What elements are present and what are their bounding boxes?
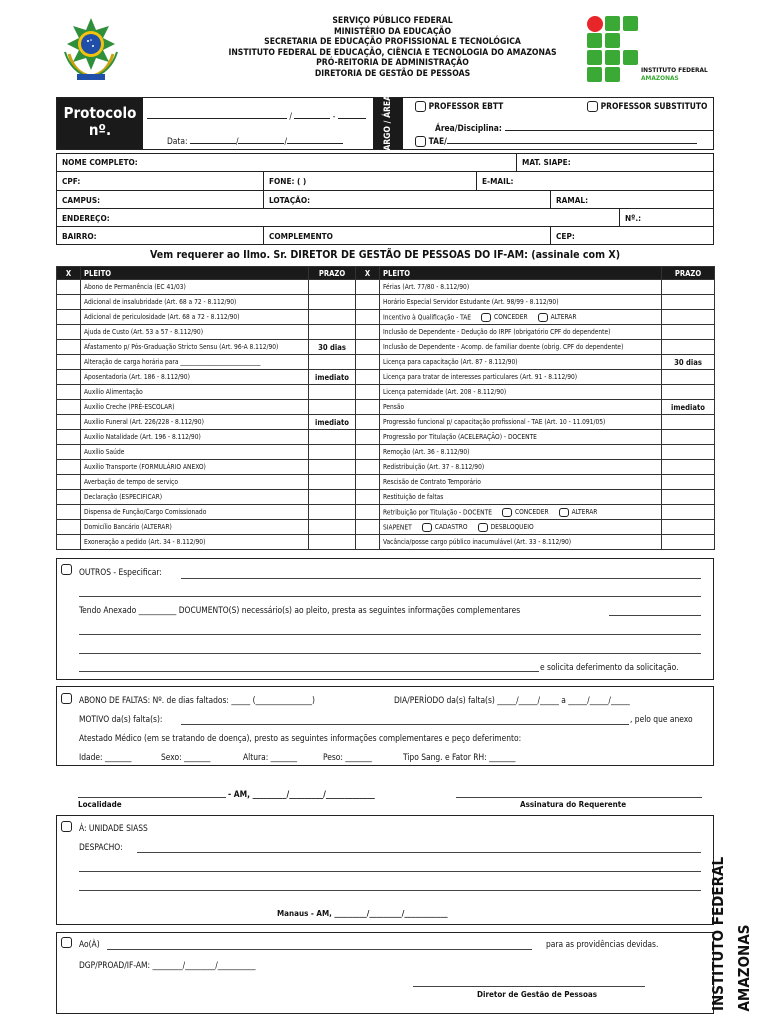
am-date-field[interactable]: - AM, _________/_________/_____________ bbox=[228, 789, 375, 799]
prazo-cell bbox=[309, 295, 356, 310]
prazo-cell bbox=[309, 310, 356, 325]
option-checkbox[interactable] bbox=[422, 523, 432, 532]
row-cpf bbox=[56, 172, 714, 191]
pleito-text: Restituição de faltas bbox=[383, 493, 444, 501]
ao-label: Ao(À) bbox=[79, 939, 100, 949]
tae-label: TAE/ bbox=[428, 136, 447, 146]
pleito-cell: Auxílio Natalidade (Art. 196 - 8.112/90) bbox=[81, 430, 309, 445]
pleito-text: Redistribuição (Art. 37 - 8.112/90) bbox=[383, 463, 485, 471]
prazo-cell bbox=[309, 535, 356, 550]
header-x: X bbox=[57, 267, 81, 280]
mark-x-cell[interactable] bbox=[356, 385, 380, 400]
table-row bbox=[57, 490, 715, 505]
assinatura-line[interactable] bbox=[456, 797, 702, 798]
pleito-cell bbox=[380, 280, 662, 295]
atestado-text: Atestado Médico (em se tratando de doença), presto as seguintes informações complementares e peço deferimento: bbox=[79, 733, 522, 743]
pleito-cell bbox=[380, 415, 662, 430]
option-checkbox[interactable] bbox=[478, 523, 488, 532]
side-vertical-text bbox=[705, 858, 765, 1010]
option-label: CADASTRO bbox=[434, 523, 468, 531]
complemento-field[interactable]: COMPLEMENTO bbox=[269, 231, 333, 241]
pleito-cell bbox=[380, 505, 662, 520]
localidade-label: Localidade bbox=[78, 800, 122, 809]
option-label: ALTERAR bbox=[571, 508, 598, 516]
pleito-text: Horário Especial Servidor Estudante (Art. 98/99 - 8.112/90) bbox=[383, 298, 559, 306]
pleito-cell bbox=[380, 310, 662, 325]
table-row bbox=[57, 355, 715, 370]
protocolo-number-label: nº. bbox=[88, 121, 112, 139]
manaus-date-field[interactable]: Manaus - AM, _________/_________/____________ bbox=[277, 909, 448, 918]
protocolo-cargo-block bbox=[56, 91, 714, 157]
prazo-cell bbox=[662, 460, 715, 475]
mark-x-cell[interactable] bbox=[356, 310, 380, 325]
mark-x-cell[interactable] bbox=[57, 535, 81, 550]
prazo-cell bbox=[309, 475, 356, 490]
peso-field[interactable]: Peso: _______ bbox=[323, 752, 372, 762]
mark-x-cell[interactable] bbox=[356, 340, 380, 355]
pleito-text: Férias (Art. 77/80 - 8.112/90) bbox=[383, 283, 470, 291]
nome-field[interactable]: NOME COMPLETO: bbox=[62, 157, 138, 167]
option-tae[interactable] bbox=[415, 135, 697, 147]
prazo-cell bbox=[309, 355, 356, 370]
siass-label: À: UNIDADE SIASS bbox=[79, 823, 148, 833]
option-checkbox[interactable] bbox=[481, 313, 491, 322]
campus-field[interactable]: CAMPUS: bbox=[62, 195, 101, 205]
mark-x-cell[interactable] bbox=[356, 400, 380, 415]
side-line-1: INSTITUTO FEDERAL bbox=[709, 856, 727, 1012]
prazo-cell bbox=[662, 280, 715, 295]
prazo-cell bbox=[662, 325, 715, 340]
pleito-text: Licença para tratar de interesses particulares (Art. 91 - 8.112/90) bbox=[383, 373, 578, 381]
pleito-text: Progressão funcional p/ capacitação profissional - TAE (Art. 10 - 11.091/05) bbox=[383, 418, 606, 426]
brasao-republica-logo bbox=[55, 14, 127, 84]
pleito-cell bbox=[380, 385, 662, 400]
mark-x-cell[interactable] bbox=[57, 490, 81, 505]
pleito-text: Licença para capacitação (Art. 87 - 8.112/90) bbox=[383, 358, 518, 366]
pleito-text: SIAPENET bbox=[383, 523, 412, 531]
pleito-cell bbox=[380, 325, 662, 340]
pleito-text: Vacância/posse cargo público inacumulável (Art. 33 - 8.112/90) bbox=[383, 538, 572, 546]
pleito-cell: Aposentadoria (Art. 186 - 8.112/90) bbox=[81, 370, 309, 385]
table-header-row bbox=[57, 267, 715, 280]
motivo-label: MOTIVO da(s) falta(s): bbox=[79, 714, 163, 724]
prazo-cell: 30 dias bbox=[309, 340, 356, 355]
despacho-input-line[interactable] bbox=[79, 871, 701, 872]
prazo-cell: imediato bbox=[309, 415, 356, 430]
pleito-cell: Auxílio Transporte (FORMULÁRIO ANEXO) bbox=[81, 460, 309, 475]
pleito-cell: Auxílio Funeral (Art. 226/228 - 8.112/90) bbox=[81, 415, 309, 430]
outros-checkbox[interactable] bbox=[61, 564, 72, 575]
cargo-vertical-box bbox=[373, 91, 403, 157]
header-line: DIRETORIA DE GESTÃO DE PESSOAS bbox=[314, 68, 471, 79]
option-checkbox[interactable] bbox=[502, 508, 512, 517]
header-title-block bbox=[150, 16, 635, 80]
pleito-cell bbox=[380, 430, 662, 445]
option-label: CONCEDER bbox=[515, 508, 549, 516]
cargo-label: CARGO / ÁREA: bbox=[383, 91, 393, 157]
prazo-cell bbox=[662, 475, 715, 490]
table-row bbox=[57, 475, 715, 490]
prazo-cell bbox=[309, 430, 356, 445]
email-field[interactable]: E-MAIL: bbox=[482, 176, 514, 186]
pleito-cell bbox=[380, 355, 662, 370]
prazo-cell bbox=[309, 520, 356, 535]
side-line-2: AMAZONAS bbox=[735, 924, 753, 1012]
prazo-cell bbox=[309, 385, 356, 400]
pleito-text: Retribuição por Titulação - DOCENTE bbox=[383, 508, 492, 516]
siass-checkbox[interactable] bbox=[61, 821, 72, 832]
pleito-cell: Dispensa de Função/Cargo Comissionado bbox=[81, 505, 309, 520]
mark-x-cell[interactable] bbox=[57, 475, 81, 490]
table-row bbox=[57, 520, 715, 535]
pelo-que-anexo: , pelo que anexo bbox=[630, 714, 693, 724]
header-line: MINISTÉRIO DA EDUCAÇÃO bbox=[333, 26, 452, 37]
logo-sub: AMAZONAS bbox=[641, 74, 679, 82]
prazo-cell bbox=[662, 490, 715, 505]
prazo-cell bbox=[662, 340, 715, 355]
table-row bbox=[57, 505, 715, 520]
ramal-field[interactable]: RAMAL: bbox=[556, 195, 589, 205]
prazo-cell: 30 dias bbox=[662, 355, 715, 370]
table-row bbox=[57, 310, 715, 325]
tipo-sang-field[interactable]: Tipo Sang. e Fator RH: _______ bbox=[403, 752, 516, 762]
ao-checkbox[interactable] bbox=[61, 937, 72, 948]
row-campus bbox=[56, 191, 714, 209]
pleito-cell: Adicional de periculosidade (Art. 68 a 72 - 8.112/90) bbox=[81, 310, 309, 325]
pleito-text: Incentivo à Qualificação - TAE bbox=[383, 313, 472, 321]
pleito-cell bbox=[380, 490, 662, 505]
abono-checkbox[interactable] bbox=[61, 693, 72, 704]
pleito-cell bbox=[380, 520, 662, 535]
pleito-cell: Auxílio Alimentação bbox=[81, 385, 309, 400]
outros-label: OUTROS - Especificar: bbox=[79, 567, 162, 577]
info-input-line[interactable] bbox=[79, 634, 701, 635]
mark-x-cell[interactable] bbox=[356, 280, 380, 295]
mark-x-cell[interactable] bbox=[356, 430, 380, 445]
mark-x-cell[interactable] bbox=[57, 460, 81, 475]
area-label: Área/Disciplina: bbox=[435, 123, 502, 133]
prazo-cell: imediato bbox=[662, 400, 715, 415]
protocolo-date-field[interactable] bbox=[167, 135, 343, 146]
pleito-cell: Afastamento p/ Pós-Graduação Stricto Sensu (Art. 96-A 8.112/90) bbox=[81, 340, 309, 355]
mark-x-cell[interactable] bbox=[57, 385, 81, 400]
instituto-federal-logo bbox=[587, 16, 707, 86]
mark-x-cell[interactable] bbox=[57, 295, 81, 310]
pleito-cell bbox=[380, 370, 662, 385]
solicita-text: e solicita deferimento da solicitação. bbox=[540, 662, 679, 672]
dgp-date-field[interactable]: DGP/PROAD/IF-AM: ________/________/__________ bbox=[79, 960, 256, 970]
abono-section bbox=[56, 686, 714, 766]
table-row bbox=[57, 460, 715, 475]
header-prazo: PRAZO bbox=[309, 267, 356, 280]
pleito-cell: Domicílio Bancário (ALTERAR) bbox=[81, 520, 309, 535]
outros-section bbox=[56, 558, 714, 680]
ao-input-line[interactable] bbox=[107, 949, 532, 950]
pleito-cell bbox=[380, 535, 662, 550]
fone-field[interactable]: FONE: ( ) bbox=[269, 176, 307, 186]
providencias-text: para as providências devidas. bbox=[546, 939, 659, 949]
checkbox[interactable] bbox=[415, 136, 426, 147]
prazo-cell: imediato bbox=[309, 370, 356, 385]
outros-input-line[interactable] bbox=[181, 578, 701, 579]
header-line: PRÓ-REITORIA DE ADMINISTRAÇÃO bbox=[316, 58, 469, 69]
sep: / bbox=[235, 136, 239, 146]
prazo-cell bbox=[662, 370, 715, 385]
protocolo-label: Protocolo bbox=[63, 104, 137, 122]
mark-x-cell[interactable] bbox=[356, 505, 380, 520]
info-input-line[interactable] bbox=[79, 653, 701, 654]
mat-siape-field[interactable]: MAT. SIAPE: bbox=[522, 157, 571, 167]
sep: / bbox=[289, 111, 292, 121]
prazo-cell bbox=[662, 505, 715, 520]
mark-x-cell[interactable] bbox=[356, 355, 380, 370]
prazo-cell bbox=[662, 310, 715, 325]
idade-field[interactable]: Idade: _______ bbox=[79, 752, 132, 762]
mark-x-cell[interactable] bbox=[356, 460, 380, 475]
table-row bbox=[57, 280, 715, 295]
pleito-cell: Alteração de carga horária para ___________________________ bbox=[81, 355, 309, 370]
despacho-input-line[interactable] bbox=[137, 852, 701, 853]
sexo-field[interactable]: Sexo: _______ bbox=[161, 752, 211, 762]
header-line: INSTITUTO FEDERAL DE EDUCAÇÃO, CIÊNCIA E TECNOLOGIA DO AMAZONAS bbox=[228, 47, 557, 58]
motivo-input-line[interactable] bbox=[181, 724, 629, 725]
info-input-line[interactable] bbox=[79, 671, 539, 672]
cpf-field[interactable]: CPF: bbox=[62, 176, 81, 186]
pleito-cell bbox=[380, 475, 662, 490]
prazo-cell bbox=[309, 280, 356, 295]
ebtt-label: PROFESSOR EBTT bbox=[428, 101, 504, 111]
pleito-text: Inclusão de Dependente - Dedução do IRPF (obrigatório CPF do dependente) bbox=[383, 328, 611, 336]
header-line: SECRETARIA DE EDUCAÇÃO PROFISSIONAL E TECNOLÓGICA bbox=[264, 37, 521, 48]
abono-label: ABONO DE FALTAS: Nº. de dias faltados: _____ (_______________) bbox=[79, 695, 315, 705]
prazo-cell bbox=[662, 415, 715, 430]
mark-x-cell[interactable] bbox=[57, 415, 81, 430]
localidade-input-line[interactable] bbox=[78, 797, 226, 798]
row-nome bbox=[56, 153, 714, 172]
area-disciplina-field[interactable] bbox=[435, 122, 713, 133]
mark-x-cell[interactable] bbox=[356, 520, 380, 535]
option-checkbox[interactable] bbox=[559, 508, 569, 517]
numero-field[interactable]: Nº.: bbox=[625, 213, 642, 223]
pleito-cell bbox=[380, 295, 662, 310]
mark-x-cell[interactable] bbox=[57, 355, 81, 370]
pleito-cell: Auxílio Creche (PRÉ-ESCOLAR) bbox=[81, 400, 309, 415]
mark-x-cell[interactable] bbox=[356, 535, 380, 550]
pleito-cell: Auxílio Saúde bbox=[81, 445, 309, 460]
diretor-signature-line[interactable] bbox=[413, 986, 645, 987]
table-row bbox=[57, 535, 715, 550]
table-row bbox=[57, 430, 715, 445]
despacho-input-line[interactable] bbox=[79, 890, 701, 891]
mark-x-cell[interactable] bbox=[57, 400, 81, 415]
prazo-cell bbox=[309, 325, 356, 340]
prazo-cell bbox=[309, 505, 356, 520]
pleito-text: Pensão bbox=[383, 403, 405, 411]
header-pleito: PLEITO bbox=[81, 267, 309, 280]
periodo-text: DIA/PERÍODO da(s) falta(s) _____/_____/_____ a _____/_____/_____ bbox=[394, 695, 630, 705]
mark-x-cell[interactable] bbox=[356, 415, 380, 430]
endereco-field[interactable]: ENDEREÇO: bbox=[62, 213, 110, 223]
mark-x-cell[interactable] bbox=[57, 505, 81, 520]
mark-x-cell[interactable] bbox=[57, 340, 81, 355]
pleito-cell bbox=[380, 460, 662, 475]
option-label: ALTERAR bbox=[550, 313, 577, 321]
prazo-cell bbox=[662, 385, 715, 400]
table-row bbox=[57, 385, 715, 400]
mark-x-cell[interactable] bbox=[356, 370, 380, 385]
header-x: X bbox=[356, 267, 380, 280]
bairro-field[interactable]: BAIRRO: bbox=[62, 231, 97, 241]
mark-x-cell[interactable] bbox=[356, 325, 380, 340]
ao-section bbox=[56, 932, 714, 1014]
mark-x-cell[interactable] bbox=[57, 430, 81, 445]
table-row bbox=[57, 445, 715, 460]
pleito-cell: Ajuda de Custo (Art. 53 a 57 - 8.112/90) bbox=[81, 325, 309, 340]
mark-x-cell[interactable] bbox=[57, 280, 81, 295]
siass-section bbox=[56, 815, 714, 925]
pleito-table bbox=[56, 266, 715, 550]
option-ebtt[interactable] bbox=[415, 101, 503, 112]
sep: / bbox=[284, 136, 288, 146]
mark-x-cell[interactable] bbox=[356, 295, 380, 310]
table-row bbox=[57, 370, 715, 385]
pleito-text: Licença paternidade (Art. 208 - 8.112/90) bbox=[383, 388, 507, 396]
mark-x-cell[interactable] bbox=[57, 445, 81, 460]
pleito-cell bbox=[380, 400, 662, 415]
option-substituto[interactable] bbox=[587, 101, 707, 112]
pleito-cell bbox=[380, 445, 662, 460]
table-row bbox=[57, 325, 715, 340]
prazo-cell bbox=[309, 445, 356, 460]
requerer-heading: Vem requerer ao Ilmo. Sr. DIRETOR DE GESTÃO DE PESSOAS DO IF-AM: (assinale com X) bbox=[149, 249, 621, 261]
mark-x-cell[interactable] bbox=[356, 490, 380, 505]
pleito-text: Inclusão de Dependente - Acomp. de familiar doente (obrig. CPF do dependente) bbox=[383, 343, 624, 351]
mark-x-cell[interactable] bbox=[356, 445, 380, 460]
pleito-text: Rescisão de Contrato Temporário bbox=[383, 478, 481, 486]
checkbox[interactable] bbox=[587, 101, 598, 112]
table-row bbox=[57, 295, 715, 310]
lotacao-field[interactable]: LOTAÇÃO: bbox=[269, 195, 311, 205]
pleito-text: Remoção (Art. 36 - 8.112/90) bbox=[383, 448, 470, 456]
prazo-cell bbox=[662, 445, 715, 460]
logo-text: INSTITUTO FEDERAL bbox=[641, 66, 708, 74]
despacho-label: DESPACHO: bbox=[79, 842, 123, 852]
prazo-cell bbox=[309, 490, 356, 505]
row-endereco bbox=[56, 209, 714, 227]
mark-x-cell[interactable] bbox=[57, 520, 81, 535]
table-row bbox=[57, 400, 715, 415]
pleito-cell: Adicional de insalubridade (Art. 68 a 72 - 8.112/90) bbox=[81, 295, 309, 310]
row-bairro bbox=[56, 227, 714, 245]
option-checkbox[interactable] bbox=[538, 313, 548, 322]
header-prazo: PRAZO bbox=[662, 267, 715, 280]
altura-field[interactable]: Altura: _______ bbox=[243, 752, 297, 762]
outros-input-line[interactable] bbox=[79, 596, 701, 597]
mark-x-cell[interactable] bbox=[57, 325, 81, 340]
pleito-cell: Abono de Permanência (EC 41/03) bbox=[81, 280, 309, 295]
checkbox[interactable] bbox=[415, 101, 426, 112]
sep: - bbox=[332, 111, 336, 121]
header-line: SERVIÇO PÚBLICO FEDERAL bbox=[332, 16, 453, 26]
pleito-cell bbox=[380, 340, 662, 355]
option-label: DESBLOQUEIO bbox=[490, 523, 534, 531]
data-label: Data: bbox=[167, 136, 188, 146]
protocolo-number-field[interactable] bbox=[147, 110, 366, 121]
mark-x-cell[interactable] bbox=[356, 475, 380, 490]
table-row bbox=[57, 415, 715, 430]
mark-x-cell[interactable] bbox=[57, 310, 81, 325]
prazo-cell bbox=[662, 295, 715, 310]
pleito-text: Progressão por Titulação (ACELERAÇÃO) - DOCENTE bbox=[383, 433, 537, 441]
table-row bbox=[57, 340, 715, 355]
anexo-input-line[interactable] bbox=[609, 615, 701, 616]
anexo-text: Tendo Anexado __________ DOCUMENTO(S) necessário(s) ao pleito, presta as seguintes informações complementares bbox=[79, 605, 521, 615]
protocolo-box bbox=[57, 98, 143, 149]
diretor-label: Diretor de Gestão de Pessoas bbox=[477, 990, 598, 999]
pleito-cell: Declaração (ESPECIFICAR) bbox=[81, 490, 309, 505]
mark-x-cell[interactable] bbox=[57, 370, 81, 385]
prazo-cell bbox=[662, 430, 715, 445]
option-label: CONCEDER bbox=[494, 313, 528, 321]
prazo-cell bbox=[662, 520, 715, 535]
substituto-label: PROFESSOR SUBSTITUTO bbox=[600, 101, 708, 111]
prazo-cell bbox=[662, 535, 715, 550]
pleito-cell: Averbação de tempo de serviço bbox=[81, 475, 309, 490]
prazo-cell bbox=[309, 400, 356, 415]
cep-field[interactable]: CEP: bbox=[556, 231, 575, 241]
prazo-cell bbox=[309, 460, 356, 475]
assinatura-label: Assinatura do Requerente bbox=[520, 800, 627, 809]
pleito-cell: Exoneração a pedido (Art. 34 - 8.112/90) bbox=[81, 535, 309, 550]
header-pleito: PLEITO bbox=[380, 267, 662, 280]
